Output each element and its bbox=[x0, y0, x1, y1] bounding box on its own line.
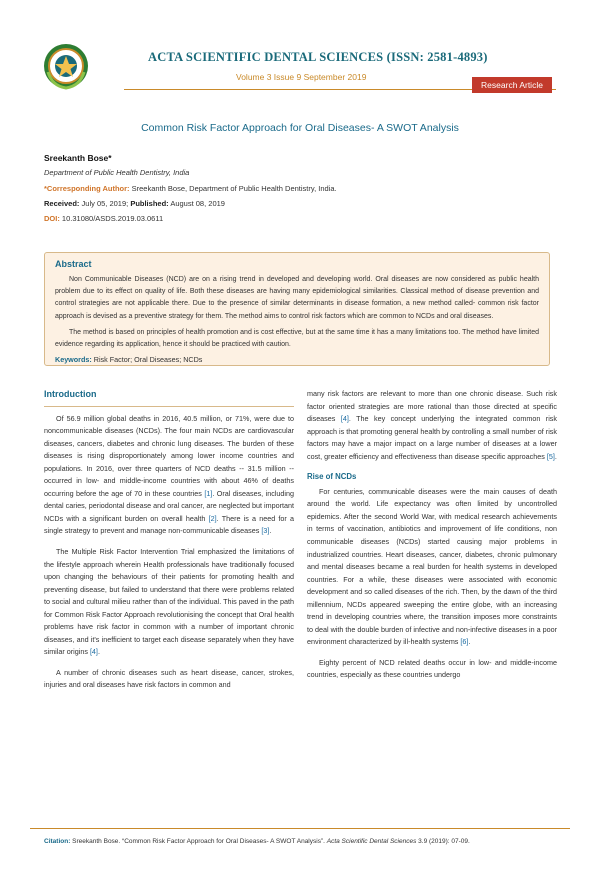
body-paragraph bbox=[307, 388, 557, 463]
text-run: . bbox=[269, 526, 272, 536]
doi-value[interactable]: 10.31080/ASDS.2019.03.0611 bbox=[59, 214, 164, 223]
received-value: July 05, 2019; bbox=[79, 199, 131, 208]
author-affiliation: Department of Public Health Dentistry, India bbox=[44, 168, 190, 177]
published-label: Published: bbox=[130, 199, 169, 208]
doi-label: DOI: bbox=[44, 214, 60, 223]
corresponding-label: *Corresponding Author: bbox=[44, 184, 130, 193]
keywords-value: Risk Factor; Oral Diseases; NCDs bbox=[91, 355, 203, 365]
body-paragraph bbox=[44, 546, 294, 659]
body-paragraph bbox=[44, 413, 294, 538]
text-run: The Multiple Risk Factor Intervention Trial emphasized the limitations of the lifestyle approach wherein Health professionals have traditionally focused upon changing the behaviours of their patients for promoting health and preventing disease, but failed to understand that there were problems related to social and cultural milieu rather than of the individual. This paved in the path for Common Risk Factor Approach revolutionising the concept that Oral health problems have risk factor in common with a number of important chronic diseases, and it's inefficient to target each disease separately when they have similar origins bbox=[44, 547, 294, 657]
keywords-line bbox=[55, 355, 539, 364]
corresponding-author bbox=[44, 184, 337, 193]
text-run: . bbox=[554, 451, 557, 461]
abstract-heading: Abstract bbox=[55, 259, 92, 269]
footer-divider bbox=[30, 828, 570, 829]
citation-link[interactable]: [2] bbox=[208, 513, 217, 523]
right-column bbox=[307, 388, 557, 690]
text-run: . bbox=[468, 637, 471, 647]
citation-footer bbox=[44, 838, 470, 845]
published-value: August 08, 2019 bbox=[168, 199, 225, 208]
citation-end: 3.9 (2019): 07-09. bbox=[416, 838, 470, 845]
body-paragraph: Eighty percent of NCD related deaths occur in low- and middle-income countries, especially as these countries undergo bbox=[307, 657, 557, 680]
text-run: many risk factors are relevant to more than one chronic disease. Such risk factor oriented strategies are more rational than those directed at specific diseases bbox=[307, 389, 557, 424]
citation-link[interactable]: [1] bbox=[204, 488, 213, 498]
body-paragraph: A number of chronic diseases such as heart disease, cancer, strokes, injuries and oral diseases have risk factors in common and bbox=[44, 667, 294, 690]
left-column bbox=[44, 388, 294, 700]
keywords-label: Keywords: bbox=[55, 355, 92, 365]
journal-title: ACTA SCIENTIFIC DENTAL SCIENCES (ISSN: 2581-4893) bbox=[148, 50, 488, 64]
corresponding-value: Sreekanth Bose, Department of Public Health Dentistry, India. bbox=[129, 184, 337, 193]
journal-seal-icon bbox=[42, 42, 90, 90]
text-run: . The key concept underlying the integrated common risk approach is that promoting general health by controlling a small number of risk factors may have a major impact on a large number of diseases at a lower cost, greater efficiency and effectiveness than disease specific approaches bbox=[307, 414, 557, 461]
citation-link[interactable]: [4] bbox=[340, 414, 349, 424]
dates-line bbox=[44, 199, 225, 208]
received-label: Received: bbox=[44, 199, 80, 208]
issue-info: Volume 3 Issue 9 September 2019 bbox=[236, 72, 367, 82]
citation-journal: Acta Scientific Dental Sciences bbox=[326, 838, 417, 845]
author-name: Sreekanth Bose* bbox=[44, 153, 112, 163]
paper-title: Common Risk Factor Approach for Oral Diseases- A SWOT Analysis bbox=[141, 122, 459, 134]
citation-link[interactable]: [4] bbox=[89, 647, 98, 657]
citation-link[interactable]: [5] bbox=[546, 451, 555, 461]
article-type-badge: Research Article bbox=[472, 77, 552, 93]
abstract-paragraph: Non Communicable Diseases (NCD) are on a rising trend in developed and developing world. Oral diseases are now considered as public health problem due to its effect on quality of life. Both these diseases are having many epidemiological similarities. Classical method of disease prevention and control strategies are not applicable there. Due to the presence of similar determinants in disease formation, a new method called- common risk factor approach is devised as a preventive strategy for them. The method aims to control risk factors which are common to NCDs and oral diseases. bbox=[55, 276, 539, 320]
doi-line[interactable] bbox=[44, 214, 163, 223]
citation-link[interactable]: [3] bbox=[261, 526, 270, 536]
text-run: Of 56.9 million global deaths in 2016, 40.5 million, or 71%, were due to noncommunicable diseases (NCDs). The four main NCDs are cardiovascular diseases, cancers, diabetes and chronic lung diseases. The burden of these diseases is rising disproportionately among lower income countries and populations. In 2016, over three quarters of NCD deaths -- 31.5 million -- occurred in low- and middle-income countries with about 46% of deaths occurring before the age of 70 in these countries bbox=[44, 413, 294, 498]
introduction-heading: Introduction bbox=[44, 389, 97, 399]
heading-divider bbox=[44, 406, 294, 407]
rise-of-ncds-heading: Rise of NCDs bbox=[307, 472, 357, 482]
text-run: . There is a need for a single strategy to prevent and manage non-communicable diseases bbox=[44, 513, 295, 536]
citation-label: Citation: bbox=[44, 838, 71, 845]
text-run: . bbox=[97, 647, 100, 657]
citation-value: Sreekanth Bose. “Common Risk Factor Approach for Oral Diseases- A SWOT Analysis”. bbox=[70, 838, 327, 845]
abstract-box bbox=[44, 252, 550, 366]
text-run: For centuries, communicable diseases were the main causes of death around the world. Life expectancy was often limited by uncontrolled epidemics. After the second World War, with medical research achievements in terms of vaccination, antibiotics and improvement of life conditions, non communicable diseases (NCDs) started causing major problems in industrialized countries. Heart diseases, cancer, diabetes, chronic pulmonary and mental diseases became a real burden for health systems in developed countries. For a while, these diseases were associated with economic development and so called diseases of the rich. Then, by the dawn of the third millennium, NCDs appeared sweeping the entire globe, with an increasing trend in developing countries where, the transition imposes more constraints to deal with the double burden of infective and non-infective diseases in a poor environment characterized by ill-health systems bbox=[307, 486, 557, 647]
abstract-paragraph: The method is based on principles of health promotion and is cost effective, but at the same time it has a many limitations too. The method have limited evidence regarding its application, hence it should be practiced with caution. bbox=[55, 328, 539, 349]
body-paragraph bbox=[307, 486, 557, 649]
text-run: . Oral diseases, including dental caries, periodontal disease and oral cancer, are neglected but important NCDs with a significant burden on overall health bbox=[44, 488, 294, 523]
citation-link[interactable]: [6] bbox=[460, 637, 469, 647]
introduction-heading-wrap bbox=[44, 388, 294, 407]
